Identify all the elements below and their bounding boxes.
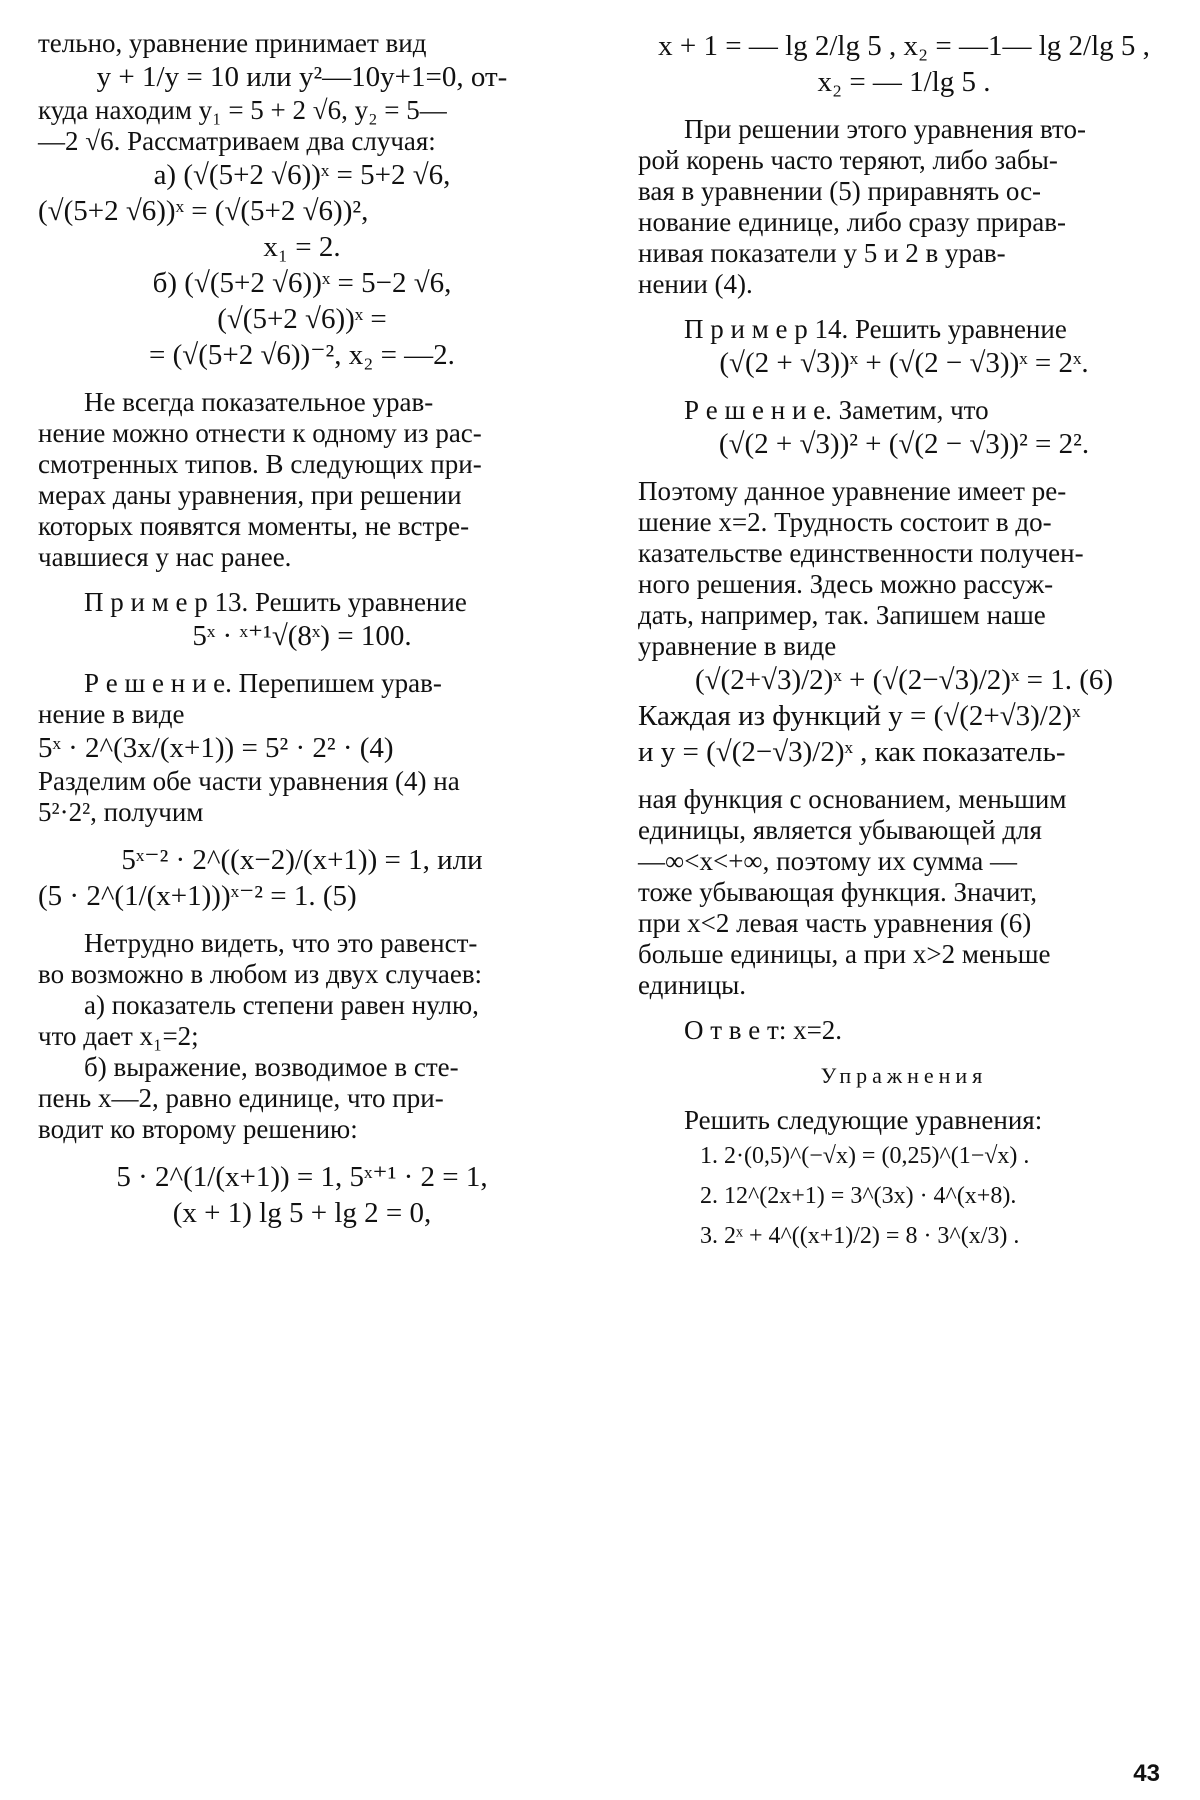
exercise-item: 3. 2ˣ + 4^((x+1)/2) = 8 · 3^(x/3) . [700, 1223, 1020, 1249]
text-line: чавшиеся у нас ранее. [38, 542, 292, 572]
spacer [38, 373, 566, 387]
text-line: смотренных типов. В следующих при- [38, 449, 482, 479]
formula-line: (√(2 + √3))ˣ + (√(2 − √3))ˣ = 2ˣ. [719, 347, 1089, 379]
formula-line: (5 · 2^(1/(x+1)))ˣ⁻² = 1. (5) [38, 880, 357, 912]
text-line: при x<2 левая часть уравнения (6) [638, 908, 1032, 938]
exercise-item: 1. 2·(0,5)^(−√x) = (0,25)^(1−√x) . [700, 1143, 1030, 1169]
spacer [638, 1091, 1170, 1105]
text-line: шение x=2. Трудность состоит в до- [638, 507, 1052, 537]
formula-line: и y = (√(2−√3)/2)ˣ , как показатель- [638, 736, 1066, 768]
spacer [638, 1001, 1170, 1015]
text-line: 5²·2², получим [38, 797, 204, 827]
text-line: нивая показатели у 5 и 2 в урав- [638, 238, 1006, 268]
text-line: водит ко второму решению: [38, 1114, 358, 1144]
formula-line: x₁ = 2. [263, 231, 341, 263]
paragraph-start: О т в е т: x=2. [684, 1015, 843, 1045]
text-line: —2 √6. Рассматриваем два случая: [38, 126, 436, 156]
formula-line: x₂ = — 1/lg 5 . [817, 66, 991, 98]
text-line: которых появятся моменты, не встре- [38, 511, 470, 541]
page-number: 43 [1133, 1760, 1160, 1787]
paragraph-start: При решении этого уравнения вто- [684, 114, 1086, 144]
paragraph-start: П р и м е р 13. Решить уравнение [84, 587, 467, 617]
paragraph-start: Нетрудно видеть, что это равенст- [84, 928, 478, 958]
formula-line: (√(2 + √3))² + (√(2 − √3))² = 2². [718, 428, 1090, 460]
formula-line: (√(5+2 √6))ˣ = [217, 303, 387, 335]
formula-line: y + 1/y = 10 или y²—10y+1=0, от- [96, 61, 508, 93]
spacer [638, 1046, 1170, 1060]
text-line: Разделим обе части уравнения (4) на [38, 766, 460, 796]
formula-line: 5 · 2^(1/(x+1)) = 1, 5ˣ⁺¹ · 2 = 1, [116, 1161, 488, 1193]
exercise-item: 2. 12^(2x+1) = 3^(3x) · 4^(x+8). [700, 1183, 1017, 1209]
text-line: пень x—2, равно единице, что при- [38, 1083, 444, 1113]
text-line: тельно, уравнение принимает вид [38, 28, 427, 58]
formula-line: = (√(5+2 √6))⁻², x₂ = —2. [149, 339, 455, 371]
spacer [638, 770, 1170, 784]
text-line: во возможно в любом из двух случаев: [38, 959, 483, 989]
formula-line: 5ˣ · 2^(3x/(x+1)) = 5² · 2² · (4) [38, 732, 394, 764]
spacer [38, 1145, 566, 1159]
left-column [38, 28, 566, 1231]
spacer [638, 381, 1170, 395]
text-line: нении (4). [638, 269, 753, 299]
text-line: тоже убывающая функция. Значит, [638, 877, 1037, 907]
spacer [38, 828, 566, 842]
paragraph-start: Р е ш е н и е. Перепишем урав- [84, 668, 442, 698]
paragraph-start: П р и м е р 14. Решить уравнение [684, 314, 1067, 344]
text-line: больше единицы, а при x>2 меньше [638, 939, 1051, 969]
text-line: —∞<x<+∞, поэтому их сумма — [638, 846, 1018, 876]
formula-line: 5ˣ⁻² · 2^((x−2)/(x+1)) = 1, или [121, 844, 483, 876]
paragraph-start: Решить следующие уравнения: [684, 1105, 1043, 1135]
formula-line: x + 1 = — lg 2/lg 5 , x₂ = —1— lg 2/lg 5 , [658, 30, 1150, 62]
text-line: Поэтому данное уравнение имеет ре- [638, 476, 1067, 506]
text-line: единицы. [638, 970, 747, 1000]
spacer [38, 573, 566, 587]
text-line: нение в виде [38, 699, 185, 729]
spacer [638, 100, 1170, 114]
formula-line: (√(2+√3)/2)ˣ + (√(2−√3)/2)ˣ = 1. (6) [694, 664, 1114, 696]
text-line: уравнение в виде [638, 631, 837, 661]
spacer [38, 654, 566, 668]
spacer [638, 300, 1170, 314]
paragraph-start: Р е ш е н и е. Заметим, что [684, 395, 989, 425]
section-heading: Упражнения [820, 1063, 988, 1088]
formula-line: 5ˣ · ˣ⁺¹√(8ˣ) = 100. [192, 620, 412, 652]
paragraph-start: б) выражение, возводимое в сте- [84, 1052, 459, 1082]
text-line: ная функция с основанием, меньшим [638, 784, 1067, 814]
right-column [638, 28, 1170, 1256]
text-line: вая в уравнении (5) приравнять ос- [638, 176, 1042, 206]
spacer [638, 462, 1170, 476]
formula-line: а) (√(5+2 √6))ˣ = 5+2 √6, [153, 159, 451, 191]
text-line: казательстве единственности получен- [638, 538, 1084, 568]
formula-line: (√(5+2 √6))ˣ = (√(5+2 √6))², [38, 195, 369, 227]
text-line: куда находим y₁ = 5 + 2 √6, y₂ = 5— [38, 95, 447, 125]
text-line: что дает x₁=2; [38, 1021, 199, 1051]
paragraph-start: Не всегда показательное урав- [84, 387, 434, 417]
text-line: нение можно отнести к одному из рас- [38, 418, 482, 448]
formula-line: Каждая из функций y = (√(2+√3)/2)ˣ [638, 700, 1081, 732]
text-line: нование единице, либо сразу прирав- [638, 207, 1066, 237]
formula-line: (x + 1) lg 5 + lg 2 = 0, [172, 1197, 432, 1229]
text-line: рой корень часто теряют, либо забы- [638, 145, 1058, 175]
spacer [38, 914, 566, 928]
text-line: единицы, является убывающей для [638, 815, 1042, 845]
text-line: дать, например, так. Запишем наше [638, 600, 1046, 630]
text-line: мерах даны уравнения, при решении [38, 480, 462, 510]
formula-line: б) (√(5+2 √6))ˣ = 5−2 √6, [152, 267, 452, 299]
paragraph-start: а) показатель степени равен нулю, [84, 990, 479, 1020]
text-line: ного решения. Здесь можно рассуж- [638, 569, 1054, 599]
